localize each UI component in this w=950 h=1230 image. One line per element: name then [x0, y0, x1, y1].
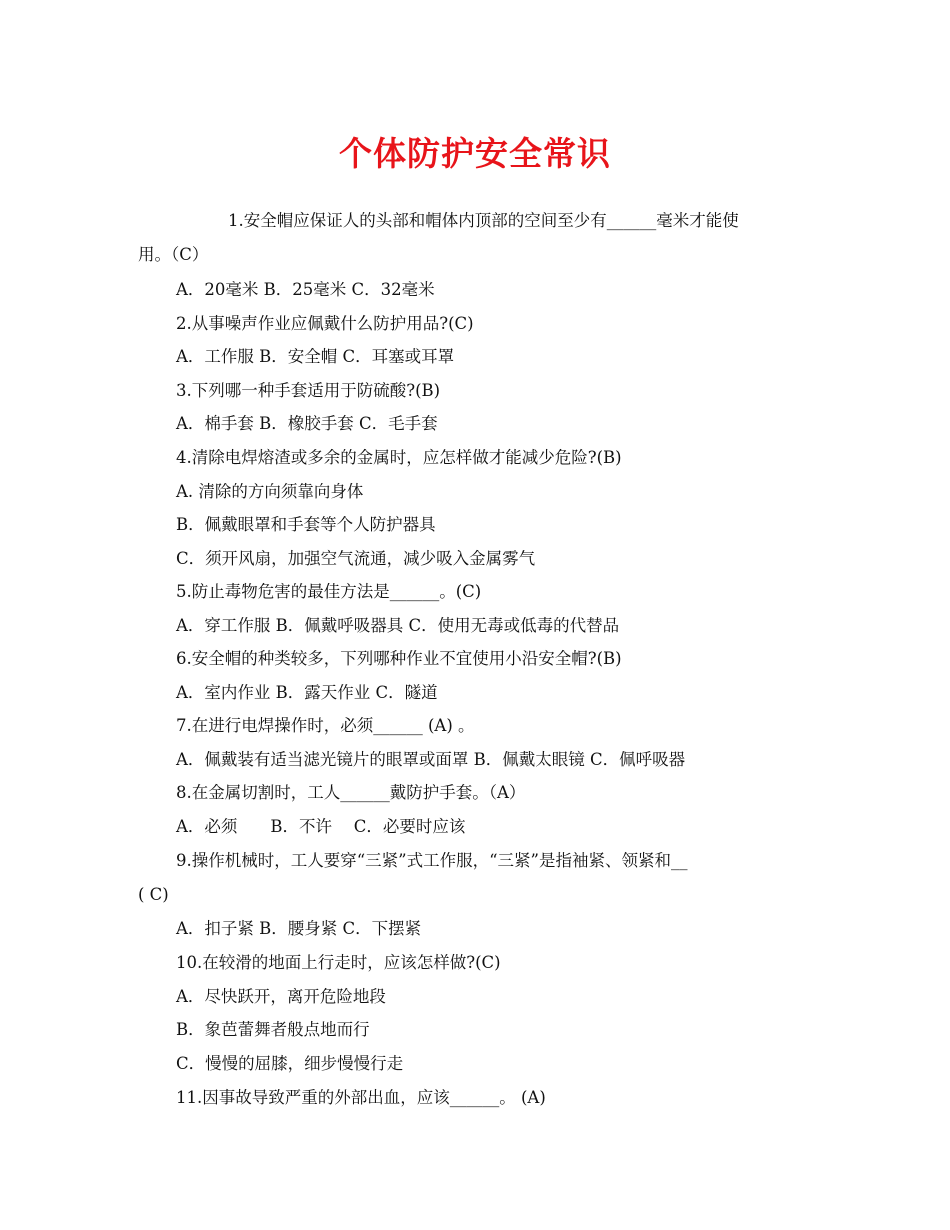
question-5-options: A．穿工作服 B．佩戴呼吸器具 C．使用无毒或低毒的代替品: [176, 616, 620, 635]
question-7-options: A．佩戴装有适当滤光镜片的眼罩或面罩 B．佩戴太眼镜 C．佩呼吸器: [176, 750, 686, 769]
question-10-option-c: C．慢慢的屈膝，细步慢慢行走: [176, 1054, 404, 1073]
question-6: 6.安全帽的种类较多，下列哪种作业不宜使用小沿安全帽?(B): [176, 649, 622, 668]
question-1-line-1: 1.安全帽应保证人的头部和帽体内顶部的空间至少有______毫米才能使: [228, 211, 739, 230]
question-7: 7.在进行电焊操作时，必须______ (A) 。: [176, 716, 475, 735]
question-4: 4.清除电焊熔渣或多余的金属时，应怎样做才能减少危险?(B): [176, 448, 622, 467]
question-4-option-b: B．佩戴眼罩和手套等个人防护器具: [176, 515, 436, 534]
question-4-option-a: A. 清除的方向须靠向身体: [176, 482, 364, 501]
question-5: 5.防止毒物危害的最佳方法是______。(C): [176, 582, 482, 601]
question-10-option-a: A．尽快跃开，离开危险地段: [176, 987, 386, 1006]
question-9-line-1: 9.操作机械时，工人要穿“三紧”式工作服，“三紧”是指袖紧、领紧和__: [176, 851, 688, 870]
question-1-options: A．20毫米 B．25毫米 C．32毫米: [176, 280, 435, 299]
question-8-options: A．必须 B．不许 C．必要时应该: [176, 817, 466, 836]
question-4-option-c: C．须开风扇，加强空气流通，减少吸入金属雾气: [176, 549, 536, 568]
question-9-line-2: ( C): [138, 885, 169, 904]
question-10-option-b: B．象芭蕾舞者般点地而行: [176, 1020, 370, 1039]
question-2: 2.从事噪声作业应佩戴什么防护用品?(C): [176, 314, 474, 333]
question-10: 10.在较滑的地面上行走时，应该怎样做?(C): [176, 953, 501, 972]
question-9-options: A．扣子紧 B．腰身紧 C．下摆紧: [176, 919, 422, 938]
question-3-options: A．棉手套 B．橡胶手套 C．毛手套: [176, 414, 438, 433]
document-title: 个体防护安全常识: [339, 134, 611, 173]
question-8: 8.在金属切割时，工人______戴防护手套。（A）: [176, 783, 526, 802]
question-6-options: A．室内作业 B．露天作业 C．隧道: [176, 683, 438, 702]
question-1-line-2: 用。（C）: [138, 245, 209, 264]
question-2-options: A．工作服 B．安全帽 C．耳塞或耳罩: [176, 347, 455, 366]
question-11: 11.因事故导致严重的外部出血，应该______。 (A): [176, 1088, 546, 1107]
question-3: 3.下列哪一种手套适用于防硫酸?(B): [176, 381, 441, 400]
